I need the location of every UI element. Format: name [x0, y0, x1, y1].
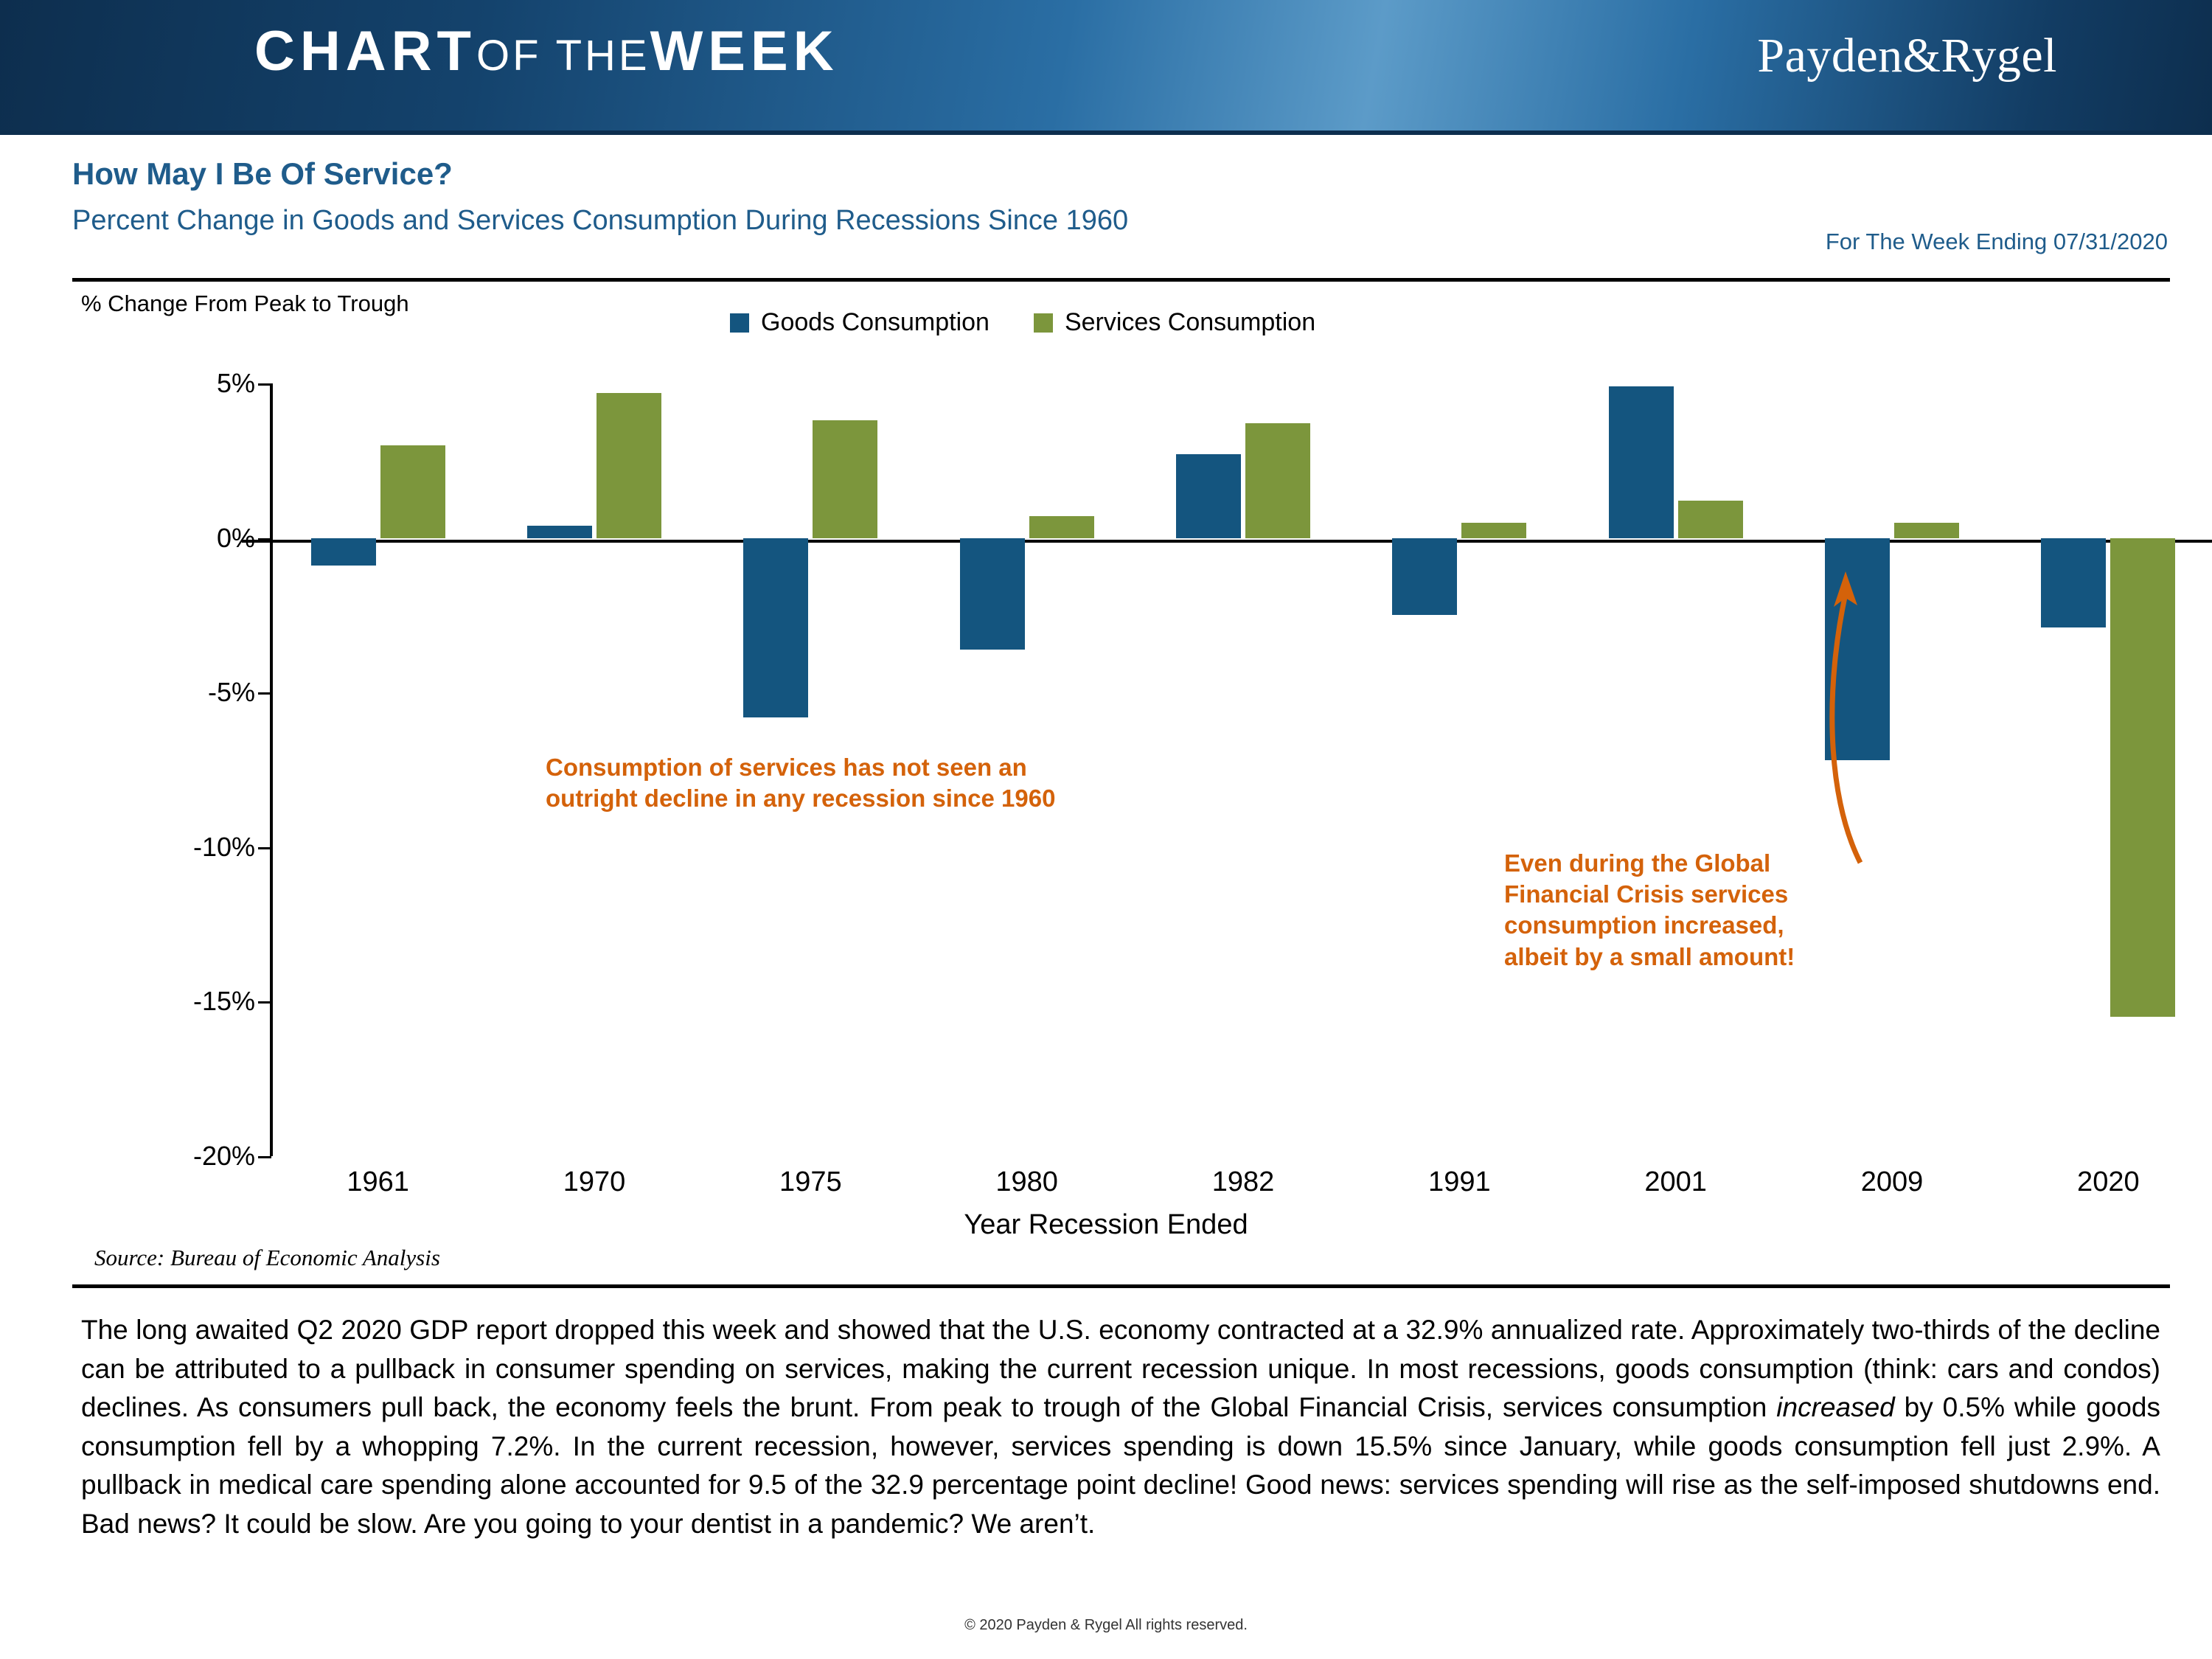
- annotation-1-line-2: outright decline in any recession since 1960: [546, 785, 1056, 813]
- week-ending-label: For The Week Ending 07/31/2020: [1825, 229, 2168, 254]
- copyright-notice: © 2020 Payden & Rygel All rights reserved.: [964, 1617, 1248, 1633]
- annotation-2-line-3: consumption increased,: [1504, 911, 1784, 939]
- bar-goods-1980: [960, 538, 1025, 650]
- y-tick-label: [130, 832, 255, 863]
- legend-item-services: [1034, 308, 1315, 337]
- bar-goods-1982: [1176, 454, 1241, 538]
- x-tick-label-1982: 1982: [1211, 1166, 1275, 1197]
- commentary-emphasis: increased: [1776, 1392, 1895, 1423]
- annotation-services-no-decline: [546, 752, 1055, 814]
- annotation-1-line-1: Consumption of services has not seen an: [546, 754, 1027, 781]
- page-title: How May I Be Of Service?: [72, 156, 453, 191]
- bar-services-1975: [813, 420, 877, 538]
- source-note: Source: Bureau of Economic Analysis: [94, 1245, 440, 1270]
- x-axis-labels: [270, 1166, 2170, 1203]
- bar-services-1970: [597, 393, 661, 538]
- divider-bottom: [72, 1284, 2170, 1288]
- legend-label-goods: Goods Consumption: [761, 308, 990, 336]
- y-tick-text: 5%: [216, 368, 255, 398]
- x-tick-label-2001: 2001: [1644, 1166, 1707, 1197]
- x-tick-label-1970: 1970: [563, 1166, 626, 1197]
- annotation-2-line-1: Even during the Global: [1504, 849, 1771, 877]
- commentary-part-1: The long awaited Q2 2020 GDP report dropped this week and showed that the U.S. economy contracted at a 32.9% annualized rate. Approximately two-thirds of the decline can be attributed to a pullback in consumer spending on services, making the current recession unique. In most recessions, goods consumption (think: cars and condos) declines. As consumers pull back, the economy feels the brunt. From peak to trough of the Global Financial Crisis, services consumption: [81, 1315, 2160, 1423]
- y-tick-text: -10%: [192, 831, 255, 862]
- commentary-part-2: by 0.5% while goods consumption fell by a whopping 7.2%. In the current recession, however, services spending is down 15.5% since January, while goods consumption fell just 2.9%. A pullback in medical care spending alone accounted for 9.5 of the 32.9 percentage point decline! Good news: services spending will rise as the self-imposed shutdowns end. Bad news? It could be slow. Are you going to your dentist in a pandemic? We aren’t.: [81, 1392, 2160, 1539]
- y-tick-mark: [258, 1156, 271, 1158]
- banner-title-week: WEEK: [650, 20, 839, 83]
- divider-top: [72, 278, 2170, 282]
- legend-swatch-goods: [730, 313, 749, 333]
- y-tick-label: [130, 677, 255, 708]
- y-tick-label: [130, 1141, 255, 1172]
- bar-services-1980: [1029, 516, 1094, 538]
- x-tick-label-2009: 2009: [1860, 1166, 1924, 1197]
- y-tick-label: [130, 986, 255, 1017]
- commentary-text: [81, 1311, 2160, 1543]
- page-banner: [0, 0, 2212, 135]
- bar-services-2001: [1678, 501, 1743, 538]
- bar-goods-2020: [2041, 538, 2106, 628]
- annotation-arrow-icon: [1810, 549, 1899, 866]
- x-tick-label-1975: 1975: [779, 1166, 842, 1197]
- y-tick-label: [130, 368, 255, 399]
- x-tick-label-1980: 1980: [995, 1166, 1058, 1197]
- x-tick-label-1991: 1991: [1428, 1166, 1491, 1197]
- banner-title-chart: CHART: [254, 20, 476, 83]
- legend-label-services: Services Consumption: [1064, 308, 1316, 336]
- bar-services-1961: [380, 445, 445, 538]
- legend-swatch-services: [1034, 313, 1053, 333]
- y-tick-label: [130, 523, 255, 554]
- y-axis-note: % Change From Peak to Trough: [81, 291, 409, 316]
- bar-goods-1970: [527, 526, 592, 538]
- annotation-gfc: [1504, 848, 1795, 973]
- x-tick-label-2020: 2020: [2077, 1166, 2140, 1197]
- title-block: [72, 156, 1128, 237]
- company-logo: Payden&Rygel: [1757, 29, 2057, 83]
- y-tick-text: -15%: [192, 986, 255, 1017]
- annotation-2-line-2: Financial Crisis services: [1504, 880, 1789, 908]
- bar-services-2020: [2110, 538, 2175, 1018]
- annotation-2-line-4: albeit by a small amount!: [1504, 942, 1795, 970]
- legend-item-goods: [730, 308, 990, 337]
- banner-title-ofthe: OF THE: [476, 32, 650, 80]
- bar-goods-1961: [311, 538, 376, 566]
- page-subtitle: Percent Change in Goods and Services Consumption During Recessions Since 1960: [72, 205, 1129, 236]
- x-tick-label-1961: 1961: [347, 1166, 409, 1197]
- x-axis-title: Year Recession Ended: [964, 1209, 1248, 1240]
- y-tick-text: -5%: [207, 677, 255, 708]
- bar-goods-2001: [1609, 386, 1674, 538]
- chart-legend: [730, 308, 1315, 337]
- bar-goods-1975: [743, 538, 808, 717]
- bar-services-2009: [1894, 523, 1959, 538]
- bar-services-1991: [1461, 523, 1526, 538]
- banner-title: [254, 19, 839, 83]
- y-tick-text: -20%: [192, 1141, 255, 1171]
- y-tick-text: 0%: [216, 522, 255, 553]
- bar-goods-1991: [1392, 538, 1457, 616]
- bar-services-1982: [1245, 423, 1310, 538]
